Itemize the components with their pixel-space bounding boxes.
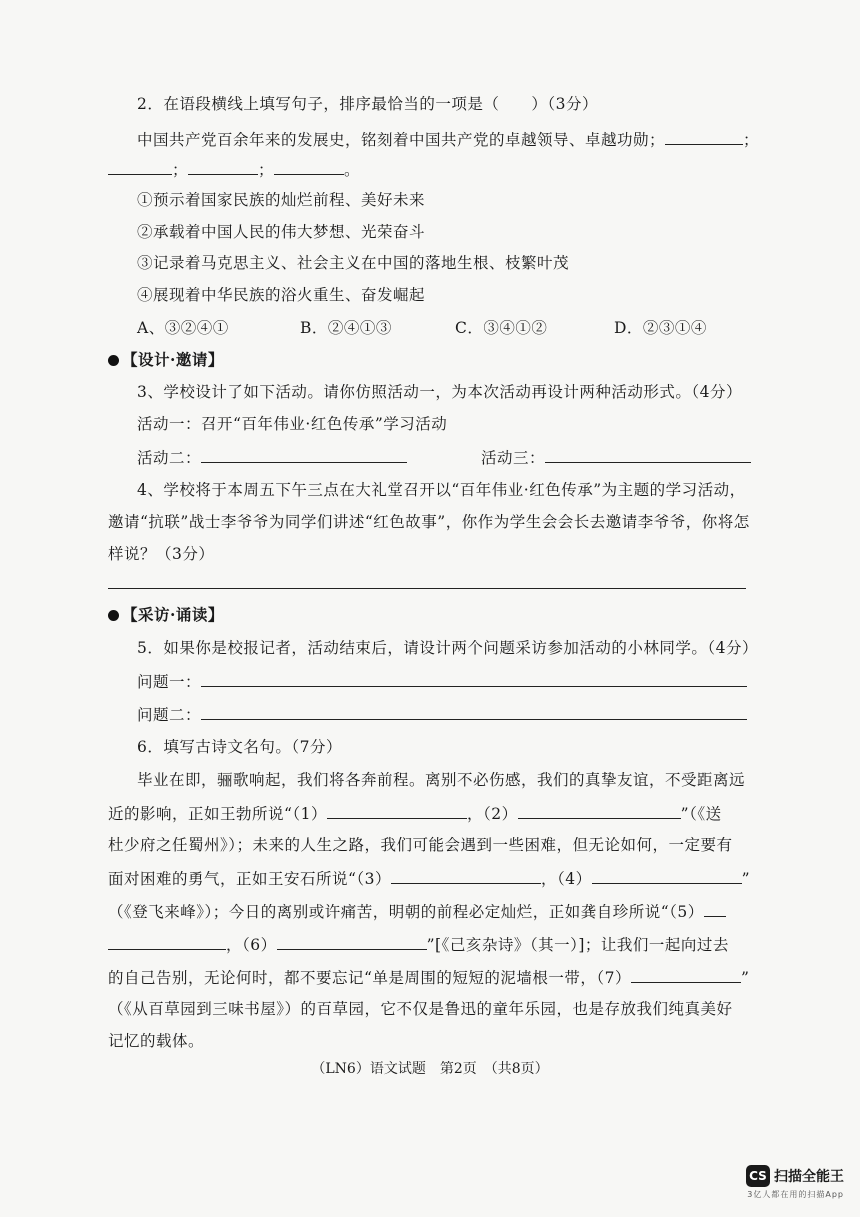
watermark-tagline: 3亿人都在用的扫描App [747,1190,844,1199]
q2-passage-line2 [108,158,360,181]
q3-activity1: 活动一：召开“百年伟业·红色传承”学习活动 [137,415,448,433]
q6-text: ，（4） [541,870,592,888]
q5-question2 [137,703,747,726]
q2-passage-line1 [137,128,759,151]
section-header-design [108,349,224,371]
section-header-interview [108,604,224,626]
q6-text: ”[《己亥杂诗》（其一）]；让我们一起向过去 [426,936,729,954]
answer-blank[interactable] [391,867,541,884]
section-bullet-icon [108,355,119,366]
q3-stem: 3、学校设计了如下活动。请你仿照活动一，为本次活动再设计两种活动形式。（4分） [137,383,742,401]
answer-blank[interactable] [545,446,751,463]
answer-blank[interactable] [201,446,407,463]
answer-blank[interactable] [201,703,747,720]
q6-line5 [108,900,726,923]
q6-line7 [108,966,749,989]
q6-text: 面对困难的勇气，正如王安石所说“（3） [108,870,392,888]
section-title: 【设计·邀请】 [122,350,224,369]
q6-text: ” [741,870,751,888]
q6-text: ”（《送 [680,805,722,823]
q4-answer-line[interactable] [108,588,746,589]
q4-line1: 4、学校将于本周五下午三点在大礼堂召开以“百年伟业·红色传承”为主题的学习活动， [137,481,746,499]
q6-line1: 毕业在即，骊歌响起，我们将各奔前程。离别不必伤感，我们的真挚友谊，不受距离远 [137,771,746,789]
q4-line2: 邀请“抗联”战士李爷爷为同学们讲述“红色故事”，你作为学生会会长去邀请李爷爷，你将怎 [108,513,750,531]
q6-line6 [108,933,729,956]
answer-blank[interactable] [592,867,742,884]
q3-activity2-label: 活动二： [137,449,202,467]
q6-line8: （《从百草园到三味书屋》）的百草园，它不仅是鲁迅的童年乐园，也是存放我们纯真美好 [108,1000,733,1018]
answer-blank[interactable] [277,933,427,950]
q2-choice-d: D．②③①④ [614,319,707,337]
q2-option-2: ②承载着中国人民的伟大梦想、光荣奋斗 [137,223,426,241]
q2-semicolon: ； [172,161,189,179]
section-title: 【采访·诵读】 [122,605,224,624]
q2-option-4: ④展现着中华民族的浴火重生、奋发崛起 [137,286,426,304]
scanner-watermark [746,1165,844,1200]
q4-line3: 样说？（3分） [108,545,215,563]
camscanner-logo-icon: CS [746,1165,770,1187]
watermark-name: 扫描全能王 [774,1169,844,1185]
q2-option-1: ①预示着国家民族的灿烂前程、美好未来 [137,191,426,209]
q6-line3: 杜少府之任蜀州》）；未来的人生之路，我们可能会遇到一些困难，但无论如何，一定要有 [108,836,733,854]
answer-blank[interactable] [518,802,681,819]
blank [665,128,743,145]
answer-blank[interactable] [631,966,741,983]
q5-question1 [137,670,747,693]
q2-period: 。 [344,161,361,179]
q2-choice-a: A、③②④① [137,319,229,337]
q2-passage-text: 中国共产党百余年来的发展史，铭刻着中国共产党的卓越领导、卓越功勋； [137,131,666,149]
q6-text: 的自己告别，无论何时，都不要忘记“单是周围的短短的泥墙根一带，（7） [108,969,632,987]
answer-blank[interactable] [704,900,726,917]
q2-option-3: ③记录着马克思主义、社会主义在中国的落地生根、枝繁叶茂 [137,254,570,272]
section-bullet-icon [108,610,119,621]
q6-text: 近的影响，正如王勃所说“（1） [108,805,328,823]
q6-line2 [108,802,722,825]
q2-choice-c: C．③④①② [455,319,548,337]
q6-text: （《登飞来峰》）；今日的离别或许痛苦，明朝的前程必定灿烂，正如龚自珍所说“（5） [108,903,704,921]
q2-semicolon: ； [258,161,275,179]
q6-text: ” [741,969,750,987]
q2-choice-b: B．②④①③ [300,319,392,337]
blank [274,158,344,175]
q5-question2-label: 问题二： [137,706,202,724]
q3-activity3 [481,446,751,469]
q5-question1-label: 问题一： [137,673,202,691]
q2-stem: 2．在语段横线上填写句子，排序最恰当的一项是（ ）（3分） [137,95,598,113]
q6-line9: 记忆的载体。 [108,1032,205,1050]
page-footer: （LN6）语文试题 第2页 （共8页） [311,1061,549,1077]
q3-activity2 [137,446,407,469]
q5-stem: 5．如果你是校报记者，活动结束后，请设计两个问题采访参加活动的小林同学。（4分） [137,639,758,657]
q6-stem: 6．填写古诗文名句。（7分） [137,738,342,756]
answer-blank[interactable] [327,802,467,819]
q6-line4 [108,867,750,890]
q6-text: ，（6） [226,936,277,954]
q2-semicolon: ； [743,131,760,149]
answer-blank[interactable] [108,933,226,950]
blank [188,158,258,175]
q3-activity3-label: 活动三： [481,449,546,467]
blank [108,158,172,175]
answer-blank[interactable] [201,670,747,687]
q6-text: ，（2） [467,805,518,823]
